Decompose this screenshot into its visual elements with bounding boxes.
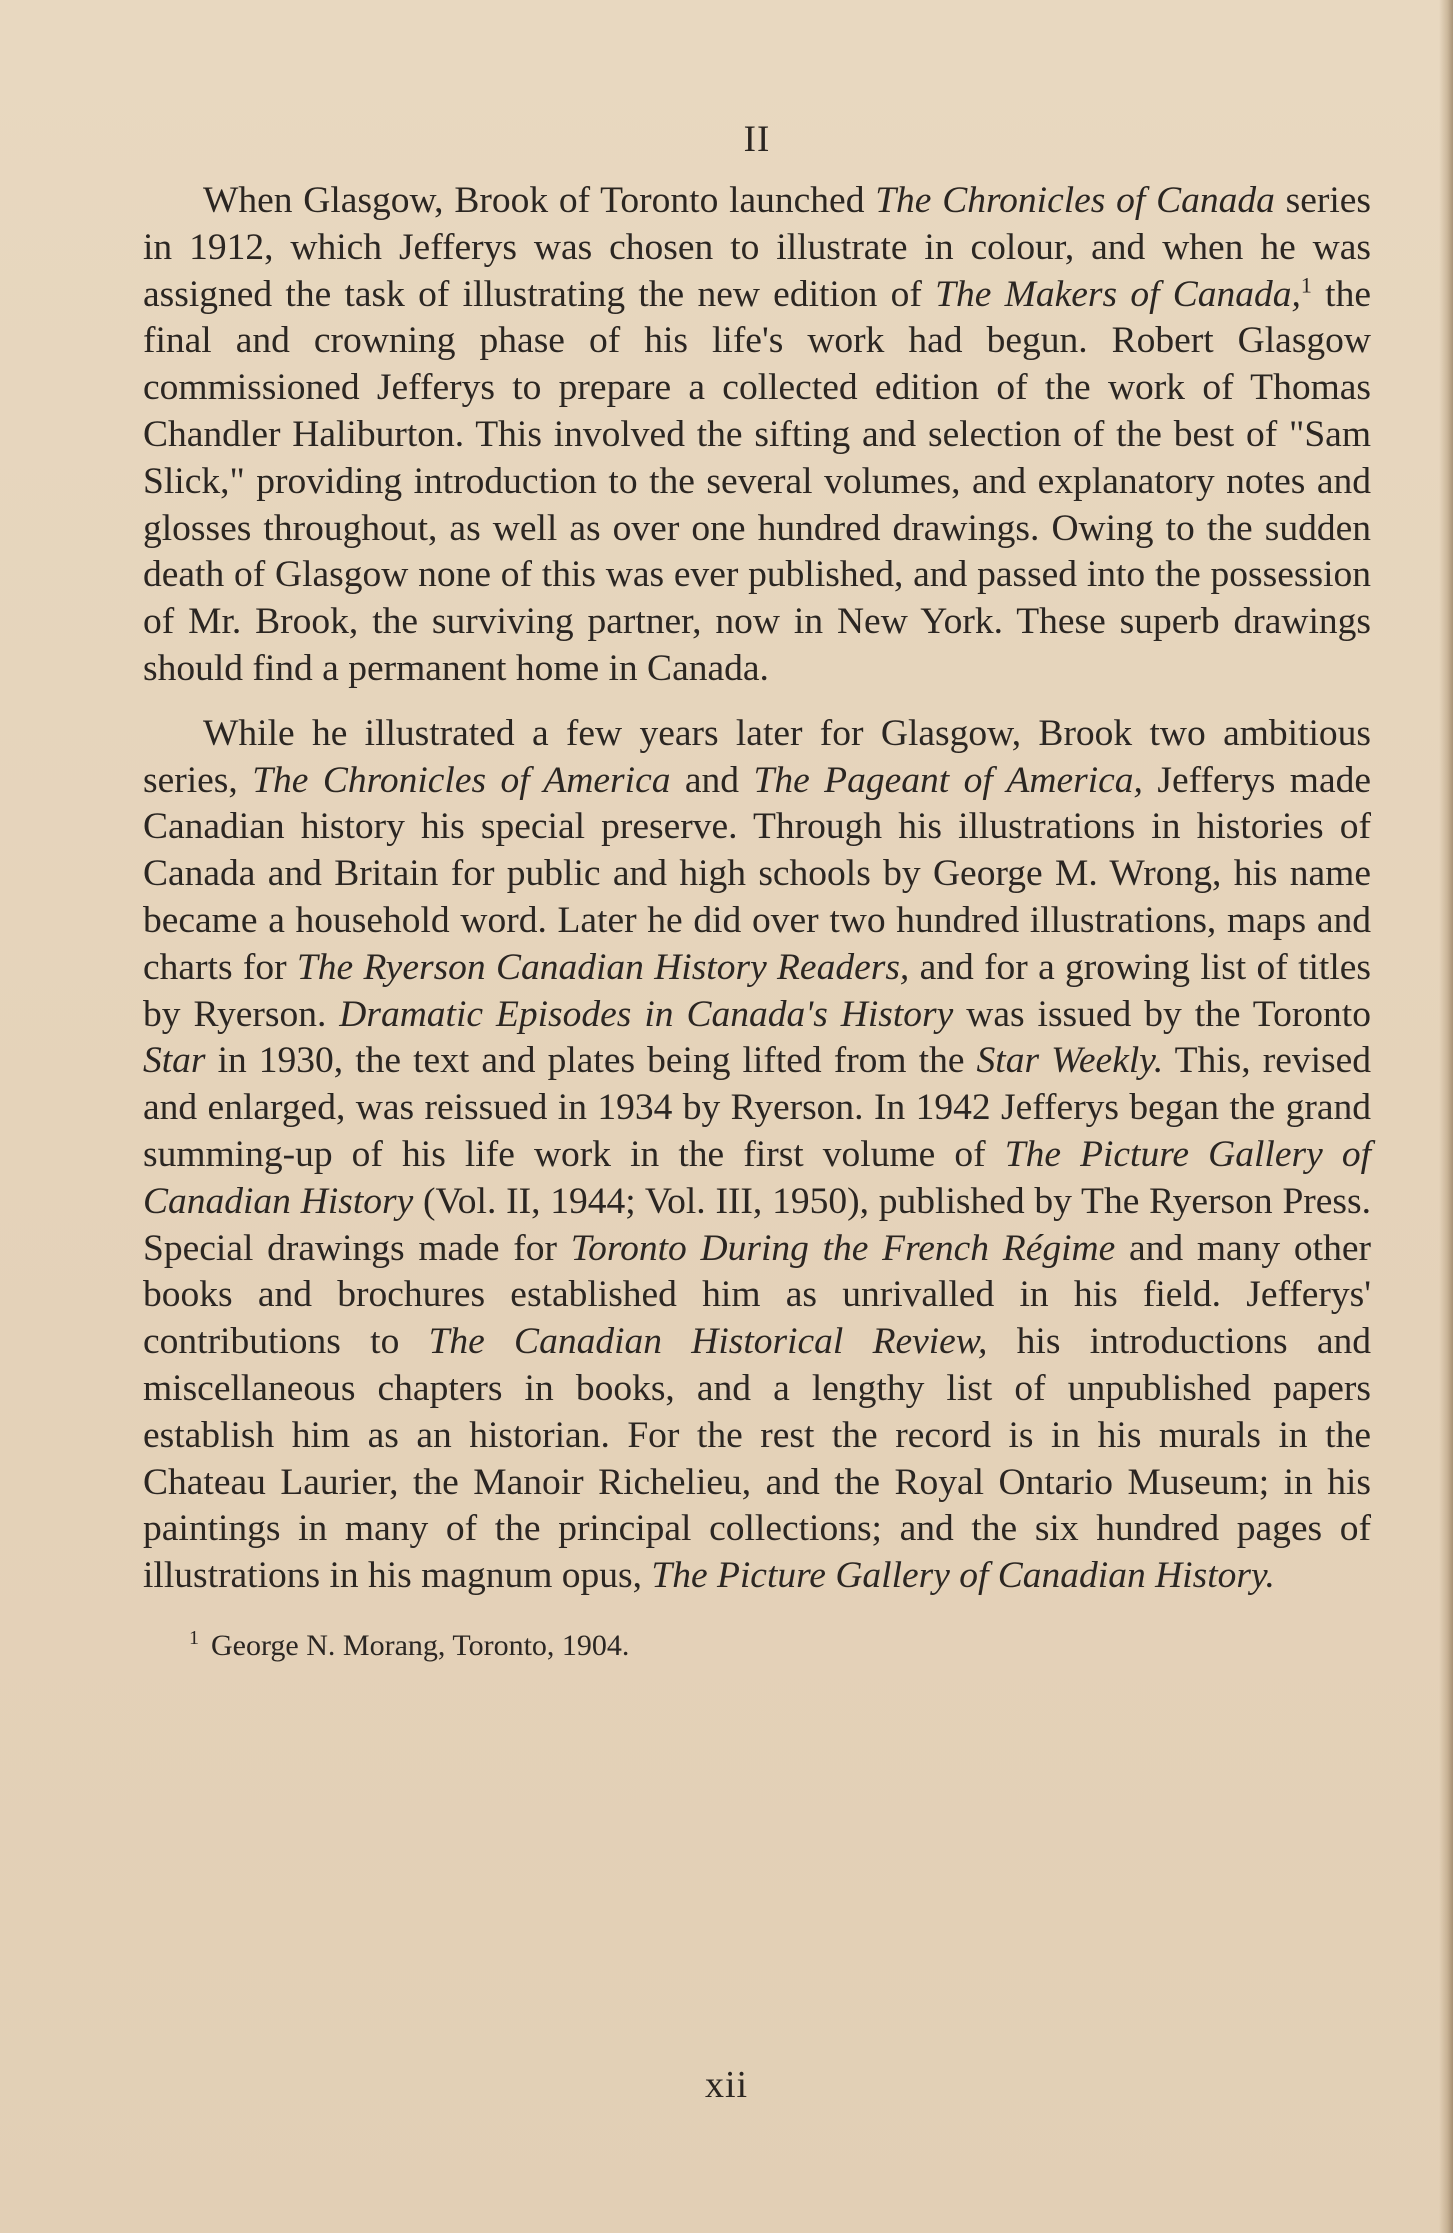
italic-title: Star xyxy=(143,1040,206,1082)
text-run: Jefferys made Canadian history his special preserve. Through his illustrations in histories of Canada and Britain for public and high schools by George M. Wrong, his name became a household word. Later he did over two hundred illustrations, maps and charts for xyxy=(143,759,1372,988)
italic-title: The Chronicles of Canada xyxy=(875,180,1275,221)
text-run: While he illustrated a few years later for Glasgow, Brook two ambitious series, xyxy=(143,712,1371,801)
italic-title: The Canadian Historical Review, xyxy=(428,1321,988,1363)
footnote-mark: 1 xyxy=(189,1626,199,1649)
italic-title: The Makers of Canada, xyxy=(935,273,1301,315)
text-run: and xyxy=(670,759,754,801)
text-run: in 1930, the text and plates being lifted from the xyxy=(205,1040,977,1082)
italic-title: The Picture Gallery of Canadian History xyxy=(143,1133,1371,1222)
italic-title: Dramatic Episodes in Canada's History xyxy=(339,993,954,1035)
italic-title: The Pageant of America, xyxy=(753,759,1143,801)
section-heading: II xyxy=(743,119,771,160)
italic-title: The Picture Gallery of Canadian History. xyxy=(651,1555,1275,1597)
paragraph xyxy=(143,178,1371,693)
text-run: series in 1912, which Jefferys was chosen to illustrate in colour, and when he was assigned the task of illustrating the new edition of xyxy=(143,180,1371,315)
text-run: the final and crowning phase of his life's work had begun. Robert Glasgow commissioned Jefferys to prepare a collected edition of the work of Thomas Chandler Haliburton. This involved the sifting and selection of the best of "Sam Slick," providing introduction to the several volumes, and explanatory notes and glosses throughout, as well as over one hundred drawings. Owing to the sudden death of Glasgow none of this was ever published, and passed into the possession of Mr. Brook, the surviving partner, now in New York. These superb drawings should find a permanent home in Canada. xyxy=(143,273,1371,689)
italic-title: Toronto During the French Régime xyxy=(570,1227,1116,1269)
footnote xyxy=(143,1626,1371,1666)
text-run: When Glasgow, Brook of Toronto launched xyxy=(203,180,876,221)
page-edge-shadow xyxy=(1439,0,1453,2233)
italic-title: Star Weekly. xyxy=(976,1040,1164,1082)
paragraph xyxy=(143,711,1371,1600)
text-block xyxy=(143,110,1371,1666)
italic-title: The Chronicles of America xyxy=(252,759,671,801)
footnote-text: George N. Morang, Toronto, 1904. xyxy=(211,1628,630,1662)
text-run: was issued by the Toronto xyxy=(953,993,1371,1035)
footnote-reference: 1 xyxy=(1300,272,1312,298)
text-run: and many other books and brochures established him as unrivalled in his field. Jefferys' contributions to xyxy=(143,1227,1371,1363)
text-run: his introductions and miscellaneous chapters in books, and a lengthy list of unpublished papers establish him as an historian. For the rest the record is in his murals in the Chateau Laurier, the Manoir Richelieu, and the Royal Ontario Museum; in his paintings in many of the principal collections; and the six hundred pages of illustrations in his magnum opus, xyxy=(143,1321,1371,1597)
page-number: xii xyxy=(704,2064,749,2106)
text-run: (Vol. II, 1944; Vol. III, 1950), published by The Ryerson Press. Special drawings made for xyxy=(143,1180,1371,1269)
text-run: This, revised and enlarged, was reissued in 1934 by Ryerson. In 1942 Jefferys began the grand summing-up of his life work in the first volume of xyxy=(143,1040,1371,1175)
italic-title: The Ryerson Canadian History Readers, xyxy=(296,946,910,988)
text-run: and for a growing list of titles by Ryerson. xyxy=(143,946,1371,1035)
